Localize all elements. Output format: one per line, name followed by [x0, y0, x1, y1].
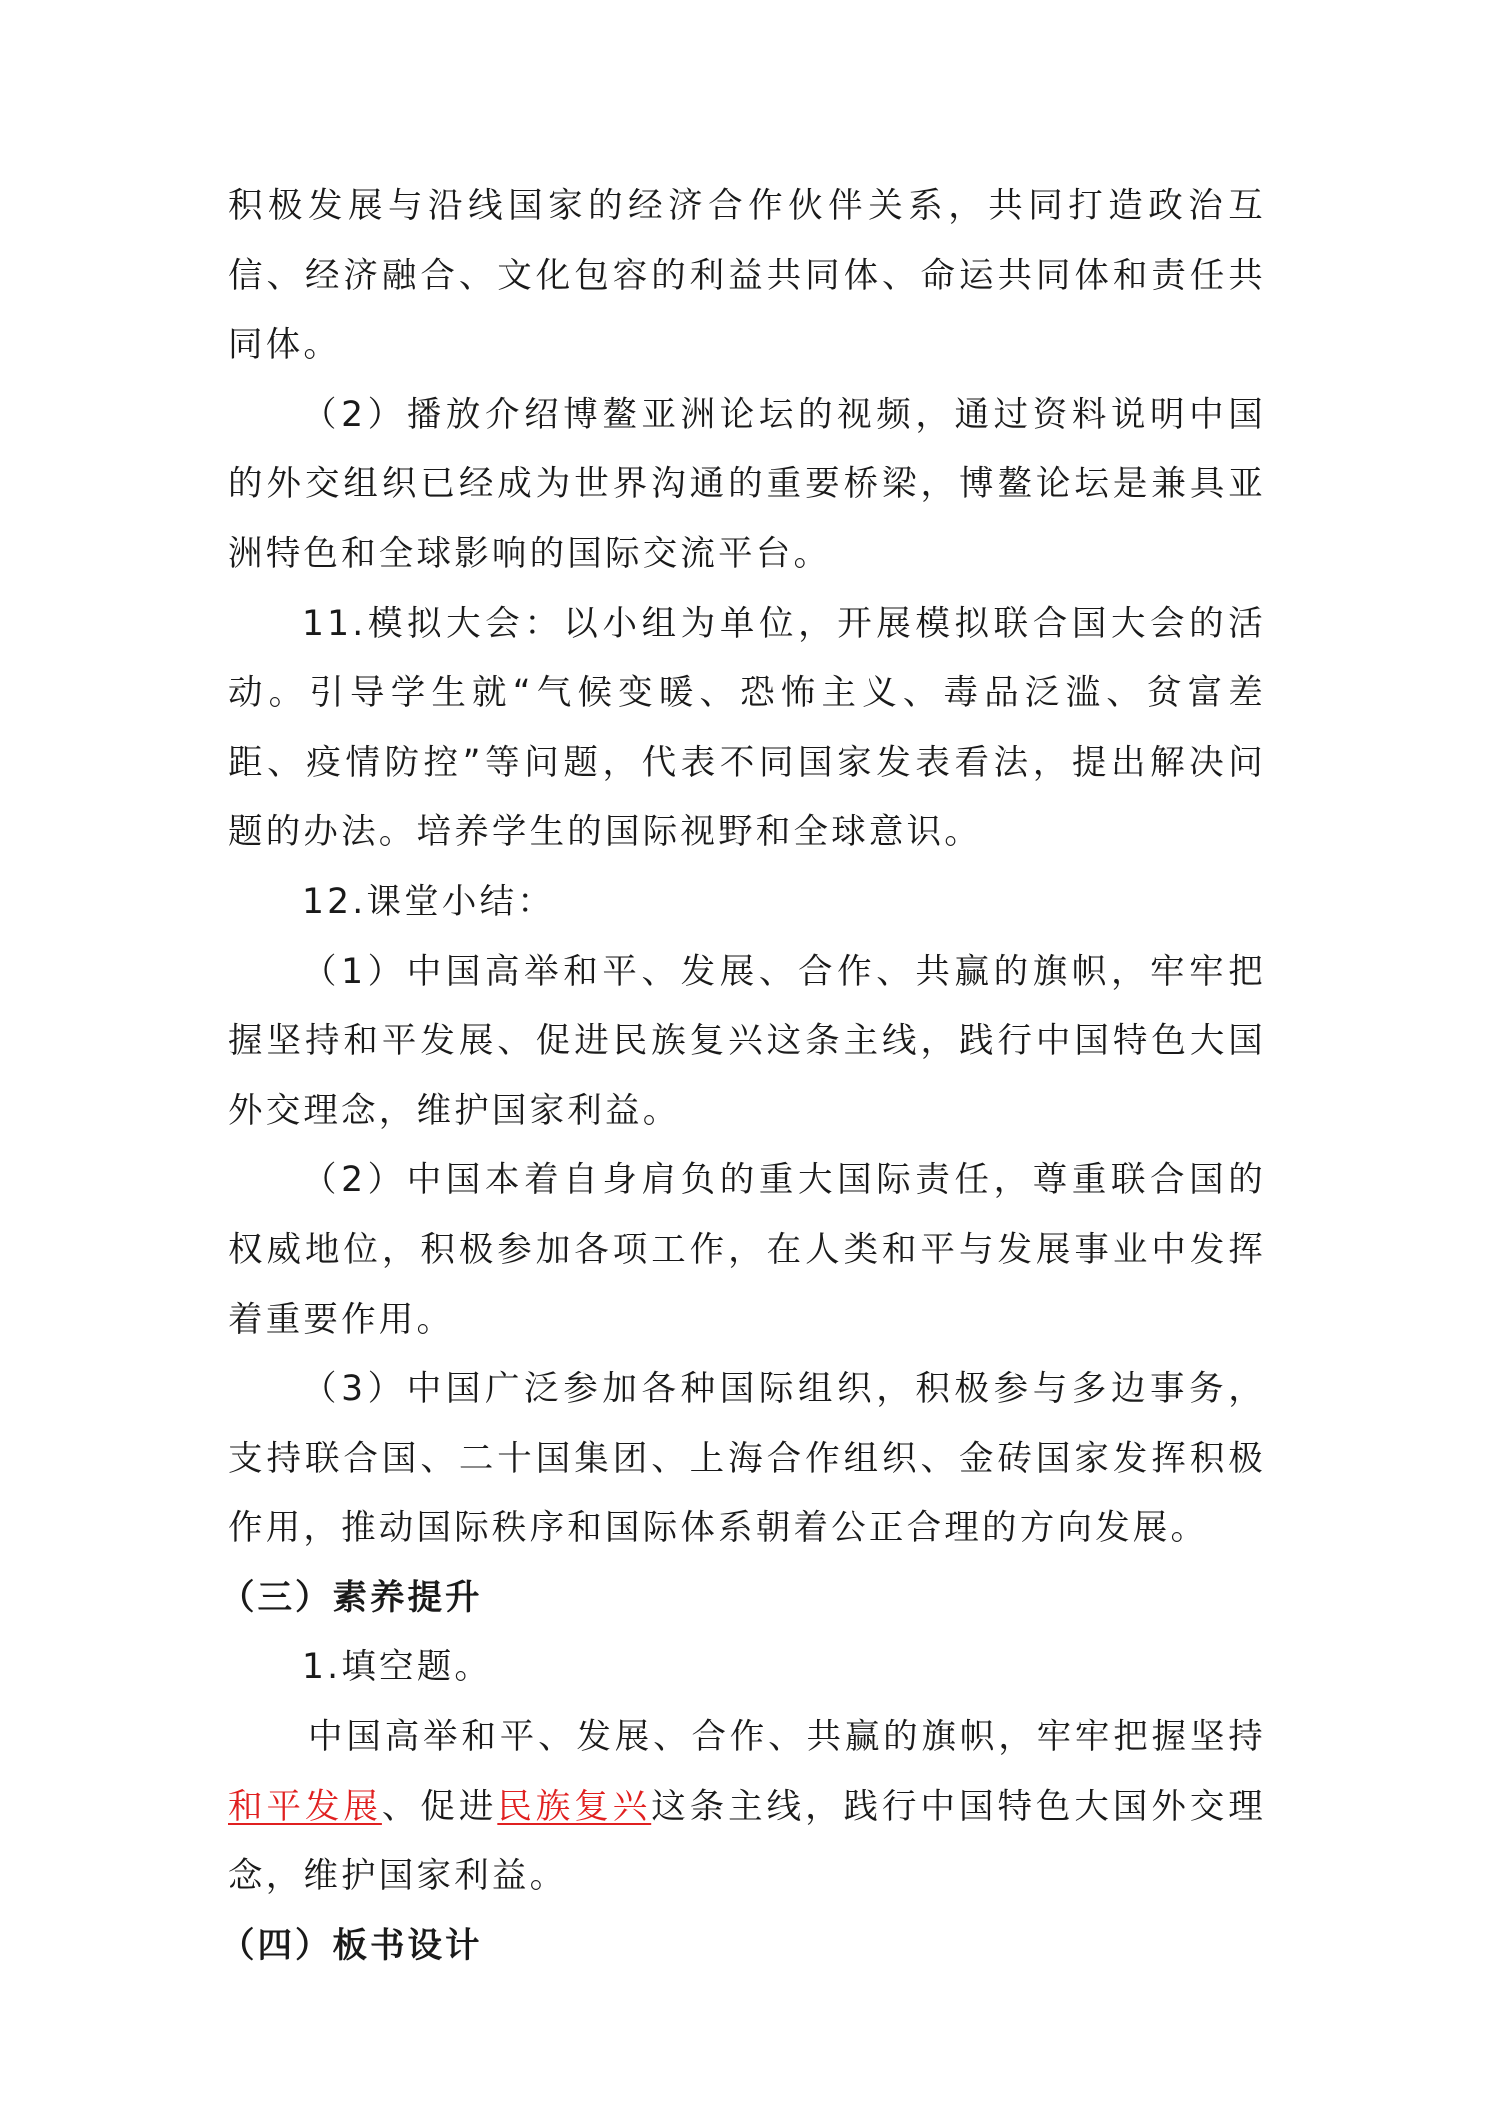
- paragraph-summary-1: （1）中国高举和平、发展、合作、共赢的旗帜，牢牢把握坚持和平发展、促进民族复兴这条主线，践行中国特色大国外交理念，维护国家利益。: [228, 951, 1266, 1131]
- fill-in-blank-label: 1.填空题。: [302, 1647, 493, 1688]
- fill-in-text-1: 中国高举和平、发展、合作、共赢的旗帜，牢牢把握坚持: [308, 1717, 1266, 1758]
- fill-in-answer-2: 民族复兴: [497, 1786, 652, 1827]
- paragraph-summary-2: （2）中国本着自身肩负的重大国际责任，尊重联合国的权威地位，积极参加各项工作，在人类和平与发展事业中发挥着重要作用。: [228, 1160, 1266, 1340]
- fill-in-blank-question: [228, 1703, 1266, 1912]
- fill-in-answer-1: 和平发展: [228, 1786, 382, 1827]
- paragraph-boao-forum: （2）播放介绍博鳌亚洲论坛的视频，通过资料说明中国的外交组织已经成为世界沟通的重要桥梁，博鳌论坛是兼具亚洲特色和全球影响的国际交流平台。: [228, 394, 1266, 574]
- fill-in-text-2: 、促进: [381, 1786, 498, 1827]
- paragraph-item-11-model-un: 11.模拟大会：以小组为单位，开展模拟联合国大会的活动。引导学生就“气候变暖、恐怖主义、毒品泛滥、贫富差距、疫情防控”等问题，代表不同国家发表看法，提出解决问题的办法。培养学生的国际视野和全球意识。: [228, 603, 1266, 853]
- paragraph-summary-3: （3）中国广泛参加各种国际组织，积极参与多边事务，支持联合国、二十国集团、上海合作组织、金砖国家发挥积极作用，推动国际秩序和国际体系朝着公正合理的方向发展。: [228, 1369, 1266, 1549]
- section-heading-literacy: （三）素养提升: [220, 1577, 483, 1618]
- section-heading-board-design: （四）板书设计: [220, 1925, 483, 1966]
- document-body: [220, 172, 1266, 1981]
- paragraph-belt-road-partnership: 积极发展与沿线国家的经济合作伙伴关系，共同打造政治互信、经济融合、文化包容的利益共同体、命运共同体和责任共同体。: [228, 186, 1266, 366]
- fill-in-text-3: 这条主线，践行中国特色大国外交理念，维护国家利益。: [228, 1786, 1266, 1897]
- paragraph-item-12-class-summary: 12.课堂小结：: [302, 881, 555, 922]
